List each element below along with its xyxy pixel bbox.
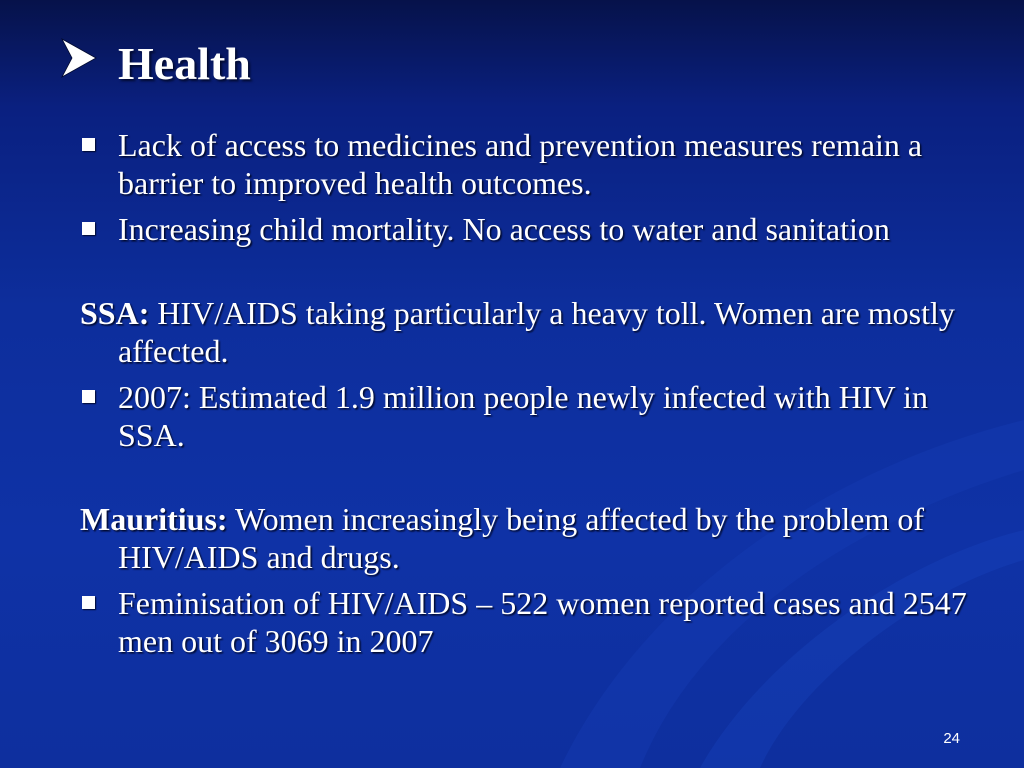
square-bullet-icon (82, 138, 95, 151)
ssa-paragraph (80, 294, 980, 370)
bullet-item (80, 584, 980, 660)
mauritius-label: Mauritius: (80, 501, 228, 537)
ssa-label: SSA: (80, 295, 150, 331)
square-bullet-icon (82, 222, 95, 235)
mauritius-text: Women increasingly being affected by the problem of HIV/AIDS and drugs. (118, 501, 925, 575)
bullet-text: Lack of access to medicines and prevention measures remain a barrier to improved health outcomes. (118, 127, 923, 201)
bullet-item (80, 378, 980, 454)
square-bullet-icon (82, 596, 95, 609)
bullet-item (80, 210, 980, 248)
slide-title (60, 34, 251, 94)
slide-body (80, 126, 980, 668)
bullet-item (80, 126, 980, 202)
spacer (80, 256, 980, 294)
bullet-text: 2007: Estimated 1.9 million people newly infected with HIV in SSA. (118, 379, 928, 453)
page-number: 24 (943, 730, 960, 747)
spacer (80, 462, 980, 500)
square-bullet-icon (82, 390, 95, 403)
bullet-text: Feminisation of HIV/AIDS – 522 women reported cases and 2547 men out of 3069 in 2007 (118, 585, 967, 659)
arrowhead-bullet-icon (60, 34, 98, 94)
bullet-text: Increasing child mortality. No access to water and sanitation (118, 211, 890, 247)
slide-title-text: Health (118, 38, 251, 89)
mauritius-paragraph (80, 500, 980, 576)
ssa-text: HIV/AIDS taking particularly a heavy toll. Women are mostly affected. (118, 295, 955, 369)
